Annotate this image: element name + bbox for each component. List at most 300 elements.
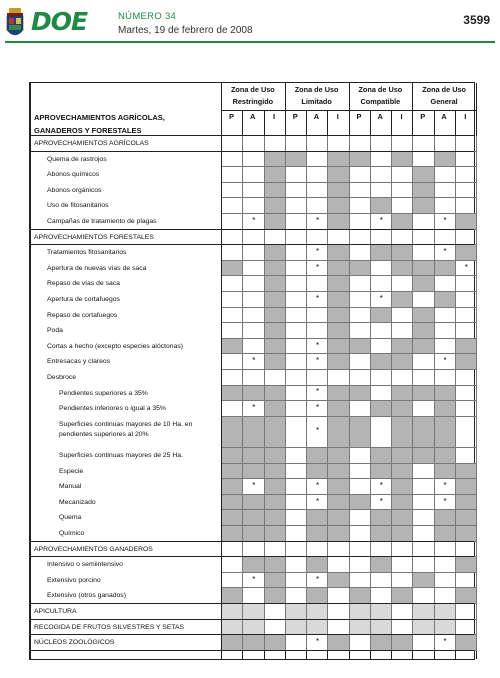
table-cell	[265, 464, 286, 480]
table-cell	[222, 386, 243, 402]
table-cell	[371, 214, 392, 230]
table-cell	[243, 588, 264, 604]
table-cell	[392, 635, 413, 651]
table-cell	[350, 136, 371, 152]
table-cell	[392, 198, 413, 214]
table-cell	[265, 370, 286, 386]
table-cell	[456, 354, 477, 370]
table-cell	[435, 510, 456, 526]
table-cell	[456, 308, 477, 324]
table-cell	[392, 510, 413, 526]
table-cell	[435, 308, 456, 324]
asterisk-mark: *	[315, 340, 320, 350]
table-cell	[222, 542, 243, 558]
table-cell	[350, 370, 371, 386]
table-cell	[392, 542, 413, 558]
table-cell	[435, 635, 456, 651]
row-label-text: Extensivo porcino	[47, 576, 101, 584]
row-label	[47, 217, 157, 227]
table-cell	[435, 620, 456, 636]
row-label-text: Manual	[59, 483, 82, 491]
table-cell	[456, 526, 477, 542]
table-cell	[286, 308, 307, 324]
table-cell	[371, 370, 392, 386]
table-cell	[265, 308, 286, 324]
row-label-text: Cortas a hecho (excepto especies alóctonas)	[47, 342, 184, 350]
table-cell	[328, 401, 349, 417]
asterisk-mark: *	[252, 480, 256, 490]
table-cell	[265, 417, 286, 448]
table-cell	[222, 198, 243, 214]
table-hline	[221, 110, 476, 111]
table-cell	[456, 620, 477, 636]
asterisk-mark: *	[443, 246, 447, 256]
asterisk-mark: *	[379, 480, 383, 490]
subcol-heading: P	[356, 112, 362, 121]
table-cell	[265, 136, 286, 152]
table-cell	[243, 292, 264, 308]
table-cell	[265, 276, 286, 292]
table-cell	[265, 354, 286, 370]
asterisk-mark: *	[315, 636, 320, 646]
zone-heading-line2: Limitado	[301, 97, 332, 106]
row-label-text: Campañas de tratamiento de plagas	[47, 218, 157, 225]
table-cell	[392, 323, 413, 339]
table-cell	[222, 495, 243, 511]
table-cell	[413, 635, 434, 651]
table-cell	[435, 339, 456, 355]
table-cell	[371, 417, 392, 448]
table-cell	[350, 620, 371, 636]
table-cell	[265, 635, 286, 651]
table-cell	[222, 401, 243, 417]
table-cell	[222, 245, 243, 261]
row-label	[59, 498, 96, 508]
row-label	[34, 545, 153, 555]
table-cell	[222, 339, 243, 355]
table-cell	[222, 370, 243, 386]
table-cell	[350, 214, 371, 230]
table-cell	[286, 230, 307, 246]
row-label	[47, 201, 109, 211]
subcol-heading: A	[250, 112, 256, 121]
table-cell	[307, 230, 328, 246]
row-label	[34, 139, 149, 149]
table-cell	[371, 401, 392, 417]
table-cell	[328, 276, 349, 292]
table-cell	[456, 214, 477, 230]
table-main-heading-line: GANADEROS Y FORESTALES	[34, 126, 142, 135]
table-cell	[350, 635, 371, 651]
table-cell	[328, 542, 349, 558]
table-cell	[456, 183, 477, 199]
row-label-text: Desbroce	[47, 374, 77, 381]
zone-heading-line1: Zona de Uso	[230, 85, 275, 94]
table-cell	[350, 464, 371, 480]
table-cell	[307, 276, 328, 292]
table-cell	[435, 401, 456, 417]
doe-logo: DOE	[31, 7, 88, 36]
table-cell	[392, 417, 413, 448]
row-label	[34, 623, 184, 633]
row-label	[47, 576, 101, 586]
table-cell	[456, 635, 477, 651]
table-cell	[413, 510, 434, 526]
table-cell	[328, 557, 349, 573]
table-cell	[435, 261, 456, 277]
row-label-text: Abonos químicos	[47, 171, 100, 179]
row-label-text: Especie	[59, 467, 84, 475]
asterisk-mark: *	[464, 262, 468, 272]
row-label-text: RECOGIDA DE FRUTOS SILVESTRES Y SETAS	[34, 623, 185, 631]
table-cell	[413, 323, 434, 339]
table-cell	[413, 308, 434, 324]
table-cell	[456, 401, 477, 417]
table-cell	[328, 292, 349, 308]
table-cell	[307, 292, 328, 308]
table-cell	[350, 323, 371, 339]
row-label-text: Pendientes inferiores o igual a 35%	[59, 405, 166, 413]
table-cell	[435, 542, 456, 558]
table-cell	[307, 573, 328, 589]
table-cell	[222, 588, 243, 604]
table-cell	[350, 510, 371, 526]
table-cell	[371, 183, 392, 199]
table-cell	[413, 588, 434, 604]
table-cell	[371, 448, 392, 464]
table-cell	[222, 557, 243, 573]
table-cell	[435, 588, 456, 604]
zone-heading	[221, 84, 285, 108]
table-cell	[350, 448, 371, 464]
table-cell	[413, 245, 434, 261]
table-cell	[392, 448, 413, 464]
table-cell	[371, 230, 392, 246]
table-cell	[243, 136, 264, 152]
table-cell	[371, 604, 392, 620]
table-cell	[222, 510, 243, 526]
table-cell	[243, 167, 264, 183]
table-cell	[328, 604, 349, 620]
subcol-heading: I	[336, 112, 339, 121]
table-cell	[456, 386, 477, 402]
row-label-text: Abonos orgánicos	[47, 186, 102, 194]
row-label	[34, 233, 154, 243]
table-cell	[413, 183, 434, 199]
table-cell	[456, 276, 477, 292]
table-cell	[392, 588, 413, 604]
table-cell	[328, 261, 349, 277]
table-cell	[328, 417, 349, 448]
table-cell	[371, 620, 392, 636]
table-cell	[307, 620, 328, 636]
asterisk-mark: *	[315, 246, 320, 256]
asterisk-mark: *	[315, 215, 320, 225]
row-label-text: Uso de fitosanitarios	[47, 202, 109, 210]
subcol-heading: A	[313, 112, 320, 121]
table-cell	[243, 370, 264, 386]
table-cell	[456, 292, 477, 308]
table-cell	[456, 604, 477, 620]
table-cell	[307, 261, 328, 277]
table-cell	[413, 136, 434, 152]
table-cell	[371, 308, 392, 324]
asterisk-mark: *	[315, 262, 320, 272]
row-label-text: pendientes superiores al 20%	[59, 430, 149, 438]
row-label	[47, 279, 120, 289]
table-cell	[286, 354, 307, 370]
table-cell	[350, 339, 371, 355]
table-cell	[265, 620, 286, 636]
table-cell	[307, 214, 328, 230]
table-cell	[286, 417, 307, 448]
table-cell	[371, 495, 392, 511]
table-cell	[286, 588, 307, 604]
table-cell	[371, 464, 392, 480]
table-cell	[456, 448, 477, 464]
table-cell	[413, 604, 434, 620]
asterisk-mark: *	[252, 402, 256, 412]
table-cell	[243, 495, 264, 511]
table-vline	[30, 83, 31, 659]
table-cell	[265, 230, 286, 246]
table-cell	[307, 386, 328, 402]
asterisk-mark: *	[252, 574, 256, 584]
table-cell	[243, 214, 264, 230]
table-cell	[350, 276, 371, 292]
table-cell	[265, 448, 286, 464]
table-cell	[435, 417, 456, 448]
table-cell	[435, 214, 456, 230]
row-label-text: Intensivo o semiintensivo	[47, 561, 123, 569]
table-cell	[328, 245, 349, 261]
table-cell	[456, 198, 477, 214]
table-cell	[371, 354, 392, 370]
issue-number: NÚMERO 34	[118, 11, 177, 22]
table-cell	[413, 386, 434, 402]
table-cell	[286, 198, 307, 214]
table-cell	[392, 245, 413, 261]
issue-date: Martes, 19 de febrero de 2008	[118, 25, 253, 36]
table-main-heading-line: APROVECHAMIENTOS AGRÍCOLAS,	[34, 113, 165, 122]
table-cell	[350, 526, 371, 542]
table-cell	[222, 276, 243, 292]
section-rule	[30, 650, 474, 651]
table-cell	[286, 479, 307, 495]
table-cell	[350, 557, 371, 573]
table-cell	[413, 495, 434, 511]
table-cell	[456, 245, 477, 261]
table-cell	[413, 261, 434, 277]
table-cell	[413, 370, 434, 386]
table-cell	[265, 386, 286, 402]
table-cell	[328, 152, 349, 168]
table-cell	[286, 292, 307, 308]
coat-of-arms-icon	[5, 8, 25, 42]
table-cell	[286, 261, 307, 277]
subcol-heading: P	[420, 112, 426, 121]
table-cell	[371, 339, 392, 355]
subcol-heading: I	[272, 112, 276, 121]
row-label-text: Pendientes superiores a 35%	[59, 389, 148, 397]
table-cell	[222, 308, 243, 324]
table-cell	[328, 510, 349, 526]
row-label	[47, 560, 123, 570]
row-label-text: Repaso de vías de saca	[47, 280, 120, 288]
row-label	[47, 170, 99, 180]
table-cell	[222, 604, 243, 620]
asterisk-mark: *	[315, 356, 320, 366]
table-cell	[286, 136, 307, 152]
table-cell	[456, 588, 477, 604]
table-cell	[307, 588, 328, 604]
table-cell	[435, 370, 456, 386]
row-label-text: Apertura de cortafuegos	[47, 296, 120, 303]
table-cell	[435, 354, 456, 370]
table-cell	[328, 339, 349, 355]
table-cell	[286, 510, 307, 526]
table-cell	[435, 448, 456, 464]
table-cell	[307, 245, 328, 261]
table-cell	[222, 167, 243, 183]
table-cell	[371, 245, 392, 261]
asterisk-mark: *	[379, 215, 383, 225]
table-cell	[328, 183, 349, 199]
row-label-text: APICULTURA	[34, 608, 77, 615]
table-cell	[435, 323, 456, 339]
table-cell	[307, 198, 328, 214]
subcol-heading: A	[441, 112, 447, 121]
table-cell	[243, 198, 264, 214]
table-cell	[435, 495, 456, 511]
table-cell	[435, 386, 456, 402]
asterisk-mark: *	[443, 215, 447, 225]
table-cell	[307, 464, 328, 480]
table-cell	[222, 230, 243, 246]
table-cell	[328, 448, 349, 464]
table-cell	[456, 370, 477, 386]
table-cell	[456, 542, 477, 558]
table-cell	[307, 526, 328, 542]
table-cell	[307, 510, 328, 526]
asterisk-mark: *	[379, 293, 383, 303]
table-cell	[286, 370, 307, 386]
row-label	[47, 295, 120, 305]
table-cell	[265, 479, 286, 495]
table-cell	[286, 635, 307, 651]
table-cell	[265, 214, 286, 230]
table-cell	[392, 495, 413, 511]
table-cell	[286, 604, 307, 620]
table-cell	[265, 510, 286, 526]
table-cell	[328, 323, 349, 339]
table-cell	[392, 136, 413, 152]
table-cell	[392, 152, 413, 168]
table-cell	[392, 230, 413, 246]
table-cell	[371, 526, 392, 542]
table-cell	[243, 635, 264, 651]
asterisk-mark: *	[443, 636, 447, 646]
table-cell	[413, 292, 434, 308]
table-cell	[286, 573, 307, 589]
table-cell	[286, 323, 307, 339]
table-cell	[286, 245, 307, 261]
table-cell	[413, 339, 434, 355]
row-label-text: Extensivo (otros ganados)	[47, 592, 126, 600]
table-cell	[371, 136, 392, 152]
table-cell	[435, 230, 456, 246]
table-cell	[371, 557, 392, 573]
zone-heading-line2: Restringido	[232, 97, 274, 106]
table-cell	[265, 339, 286, 355]
table-cell	[328, 136, 349, 152]
table-cell	[265, 323, 286, 339]
table-cell	[413, 448, 434, 464]
asterisk-mark: *	[315, 387, 320, 397]
table-cell	[350, 261, 371, 277]
table-cell	[307, 339, 328, 355]
table-cell	[222, 573, 243, 589]
table-cell	[286, 401, 307, 417]
row-label-text: Superficies continuas mayores de 10 Ha. en	[59, 420, 193, 428]
table-cell	[286, 448, 307, 464]
zone-heading-line2: General	[430, 97, 458, 106]
table-cell	[435, 136, 456, 152]
table-cell	[413, 479, 434, 495]
table-cell	[307, 323, 328, 339]
table-cell	[413, 198, 434, 214]
table-cell	[243, 230, 264, 246]
table-cell	[371, 588, 392, 604]
table-cell	[413, 152, 434, 168]
table-cell	[350, 588, 371, 604]
table-cell	[222, 292, 243, 308]
table-cell	[222, 526, 243, 542]
table-cell	[265, 198, 286, 214]
table-cell	[307, 448, 328, 464]
table-cell	[328, 167, 349, 183]
table-cell	[286, 386, 307, 402]
table-cell	[371, 261, 392, 277]
table-cell	[243, 479, 264, 495]
table-cell	[307, 167, 328, 183]
row-label-text: Quema de rastrojos	[47, 155, 107, 163]
table-cell	[350, 495, 371, 511]
asterisk-mark: *	[252, 215, 256, 225]
table-cell	[286, 276, 307, 292]
asterisk-mark: *	[443, 496, 447, 506]
table-cell	[456, 323, 477, 339]
row-label-text: Poda	[47, 327, 63, 335]
row-label-text: Tratamientos fitosanitarios	[47, 249, 127, 257]
table-cell	[243, 308, 264, 324]
table-cell	[328, 588, 349, 604]
table-cell	[286, 339, 307, 355]
table-cell	[350, 198, 371, 214]
table-cell	[222, 214, 243, 230]
table-cell	[413, 276, 434, 292]
table-cell	[435, 479, 456, 495]
table-cell	[371, 573, 392, 589]
page-header	[0, 0, 500, 48]
table-cell	[350, 542, 371, 558]
zone-heading	[285, 84, 349, 108]
row-label	[59, 404, 166, 414]
table-cell	[243, 542, 264, 558]
subcol-heading: A	[377, 112, 383, 121]
table-cell	[265, 604, 286, 620]
table-cell	[435, 604, 456, 620]
